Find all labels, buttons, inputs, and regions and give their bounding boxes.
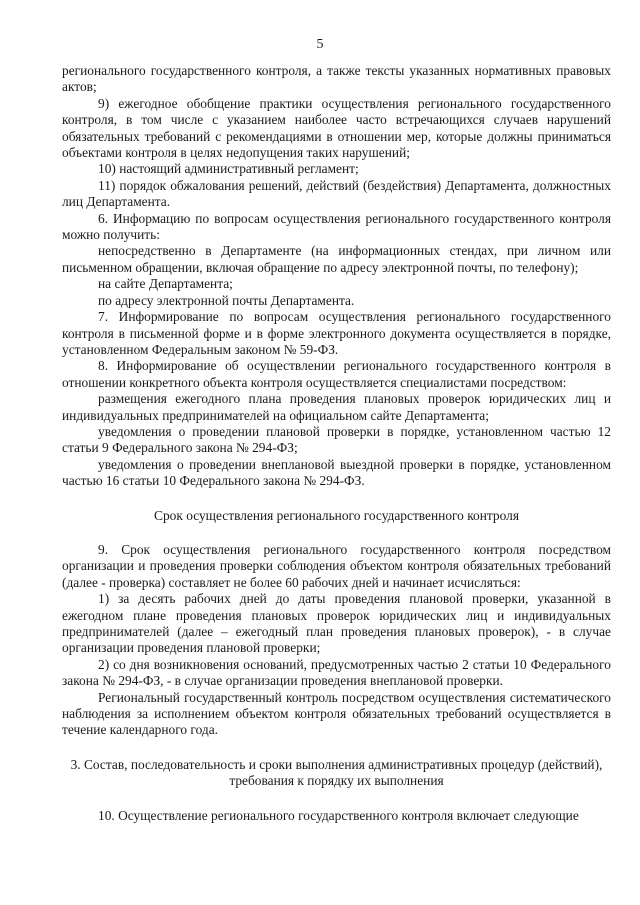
clause-8: 8. Информирование об осуществлении регионального государственного контроля в отношении конкретного объекта контроля осуществляется специалистами посредством: <box>62 358 611 390</box>
clause-6: 6. Информацию по вопросам осуществления регионального государственного контроля можно получить: <box>62 210 611 243</box>
clause-6-item-website: на сайте Департамента; <box>98 276 233 292</box>
list-item-9: 9) ежегодное обобщение практики осуществления регионального государственного контроля, в том числе с указанием наиболее часто встречающихся случаев нарушений обязательных требований с рекомендациями в отношении мер, которые должны приниматься объектами контроля в целях недопущения таких нарушений; <box>62 95 611 161</box>
clause-6-item-department: непосредственно в Департаменте (на информационных стендах, при личном или письменном обращении, включая обращение по адресу электронной почты, по телефону); <box>62 243 611 275</box>
clause-9-item-1: 1) за десять рабочих дней до даты проведения плановой проверки, указанной в ежегодном плане проведения плановых проверок юридических лиц и индивидуальных предпринимателей (далее – ежегодный план проведения плановых проверок), - в случае организации проведения плановой проверки; <box>62 591 611 656</box>
spacer <box>62 790 611 808</box>
list-item-11: 11) порядок обжалования решений, действий (бездействия) Департамента, должностных лиц Департамента. <box>62 177 611 210</box>
clause-9: 9. Срок осуществления регионального государственного контроля посредством организации и проведения проверки соблюдения объектом контроля обязательных требований (далее - проверка) составляет не более 60 рабочих дней и начинает исчисляться: <box>62 541 611 590</box>
paragraph-continuation: регионального государственного контроля, а также тексты указанных нормативных правовых актов; <box>62 63 611 95</box>
clause-6-item-email: по адресу электронной почты Департамента. <box>98 292 355 308</box>
list-item-10: 10) настоящий административный регламент; <box>98 161 359 177</box>
clause-8-item-plan: размещения ежегодного плана проведения плановых проверок юридических лиц и индивидуальных предпринимателей на официальном сайте Департамента; <box>62 391 611 423</box>
clause-8-item-unplanned-notice: уведомления о проведении внеплановой выездной проверки в порядке, установленном частью 16 статьи 10 Федерального закона № 294-ФЗ. <box>62 456 611 489</box>
section-heading-term: Срок осуществления регионального государственного контроля <box>154 507 519 523</box>
page-number: 5 <box>316 37 324 52</box>
section-heading-3: 3. Состав, последовательность и сроки выполнения административных процедур (действий), требования к порядку их выполнения <box>70 756 603 789</box>
spacer <box>62 490 611 508</box>
spacer <box>62 739 611 757</box>
clause-9-item-2: 2) со дня возникновения оснований, предусмотренных частью 2 статьи 10 Федерального закона № 294-ФЗ, - в случае организации проведения внеплановой проверки. <box>62 656 611 689</box>
clause-8-item-planned-notice: уведомления о проведении плановой проверки в порядке, установленном частью 12 статьи 9 Федерального закона № 294-ФЗ; <box>62 423 611 456</box>
clause-9-systematic-observation: Региональный государственный контроль посредством осуществления систематического наблюдения за исполнением объектом контроля обязательных требований осуществляется в течение календарного года. <box>62 689 611 738</box>
clause-10: 10. Осуществление регионального государственного контроля включает следующие <box>98 807 579 823</box>
spacer <box>62 524 611 542</box>
document-body <box>62 63 611 824</box>
clause-7: 7. Информирование по вопросам осуществления регионального государственного контроля в письменной форме и в форме электронного документа осуществляется в порядке, установленном Федеральным законом № 59-ФЗ. <box>62 309 611 357</box>
